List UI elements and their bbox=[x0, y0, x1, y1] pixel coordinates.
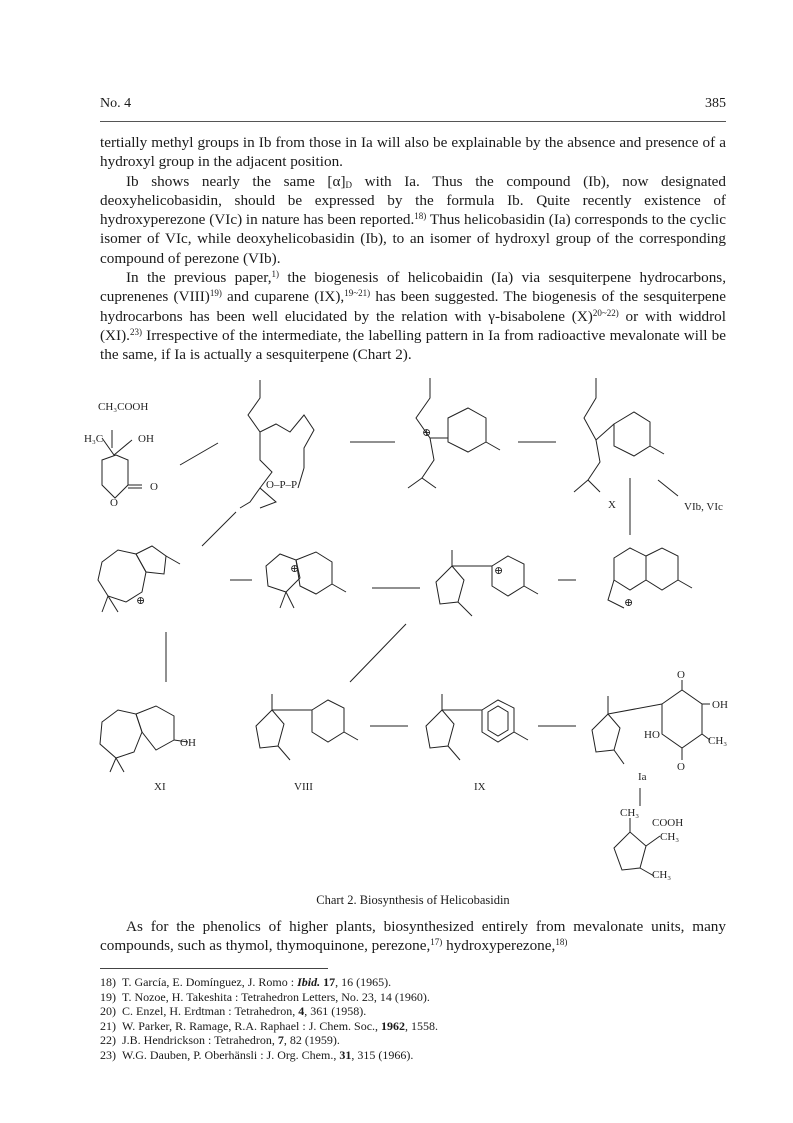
label-ch3-deg-3: CH₃ bbox=[652, 869, 672, 881]
label-xi: XI bbox=[154, 781, 166, 793]
paragraph-3 bbox=[100, 268, 726, 364]
paragraph-4 bbox=[100, 917, 726, 956]
footnote-item bbox=[100, 975, 726, 990]
text-run: As for the phenolics of higher plants, biosynthesized entirely from mevalonate units, many compounds, such as thymol, thymoquinone, perezone, bbox=[100, 918, 726, 955]
text-run: and cuparene (IX), bbox=[221, 288, 345, 306]
footnote-authors: W. Parker, R. Ramage, R.A. Raphael : bbox=[122, 1018, 309, 1033]
citation-superscript: 1) bbox=[271, 269, 280, 280]
footnote-number: 21) bbox=[100, 1018, 116, 1033]
scheme-labels bbox=[84, 401, 728, 881]
footnote-pages: , 16 (1965). bbox=[335, 975, 392, 989]
label-viii: VIII bbox=[294, 781, 313, 793]
cation-3-structure bbox=[436, 550, 538, 616]
label-opp: O–P–P bbox=[266, 479, 298, 491]
label-h3c: H₃C bbox=[84, 433, 104, 445]
cuparene-structure bbox=[426, 694, 528, 760]
label-cooh-deg: COOH bbox=[652, 817, 684, 829]
reaction-scheme bbox=[80, 360, 760, 890]
label-plus-2: ⊕ bbox=[136, 595, 146, 607]
citation-superscript: 20~22) bbox=[592, 307, 619, 318]
footnote-number: 18) bbox=[100, 975, 116, 989]
subscript: D bbox=[345, 179, 353, 190]
header-rule bbox=[100, 121, 726, 122]
page-number: 385 bbox=[705, 96, 726, 111]
label-plus-5: ⊕ bbox=[624, 597, 634, 609]
footnote-authors: C. Enzel, H. Erdtman : bbox=[122, 1004, 235, 1019]
body-text bbox=[100, 133, 726, 365]
text-run: the biogenesis of helicobaidin (Ia) via sesquiterpene hydrocarbons, cuprenenes (VIII) bbox=[100, 269, 726, 306]
body-text-2 bbox=[100, 917, 726, 956]
footnote-number: 20) bbox=[100, 1004, 116, 1019]
text-run: or with widdrol (XI). bbox=[100, 307, 726, 344]
text-run: with Ia. Thus the compound (Ib), now designated deoxyhelicobasidin, should be expressed by the formula Ib. Quite recently existence of hydroxyperezone (VIc) in nature has been reported. bbox=[100, 172, 727, 229]
footnote-number: 19) bbox=[100, 989, 116, 1004]
label-vib-vic: VIb, VIc bbox=[684, 501, 723, 513]
label-x: X bbox=[608, 499, 616, 511]
footnote-journal: Tetrahedron, bbox=[214, 1033, 278, 1048]
arrow-to-vib bbox=[658, 480, 678, 496]
label-o-1: O bbox=[150, 481, 158, 493]
footnote-volume: 17 bbox=[323, 975, 336, 989]
label-ho: HO bbox=[644, 729, 660, 741]
text-run: hydroxyperezone, bbox=[442, 937, 556, 955]
footnote-item bbox=[100, 990, 726, 1005]
footnote-item bbox=[100, 1004, 726, 1019]
footnote-item bbox=[100, 1033, 726, 1048]
text-run: Ib shows nearly the same [α] bbox=[126, 172, 346, 190]
footnote-rule bbox=[100, 968, 328, 969]
mevalonate-structure bbox=[102, 430, 142, 498]
footnote-pages: , 1558. bbox=[405, 1018, 439, 1033]
chart-caption: Chart 2. Biosynthesis of Helicobasidin bbox=[316, 893, 510, 907]
citation-superscript: 18) bbox=[414, 211, 427, 222]
page-header bbox=[100, 96, 726, 116]
citation-superscript: 19) bbox=[209, 288, 222, 299]
arrow-1 bbox=[180, 443, 218, 465]
label-oh-ia: OH bbox=[712, 699, 728, 711]
footnote-authors: T. García, E. Domínguez, J. Romo : bbox=[122, 975, 298, 989]
footnote-volume: 4 bbox=[298, 1004, 305, 1019]
citation-superscript: 17) bbox=[430, 937, 443, 948]
footnote-volume: 31 bbox=[339, 1047, 352, 1062]
footnote-journal: J. Org. Chem., bbox=[266, 1047, 340, 1062]
label-ch3-deg-2: CH₃ bbox=[660, 831, 680, 843]
text-run: In the previous paper, bbox=[126, 269, 272, 287]
footnote-number: 23) bbox=[100, 1047, 116, 1062]
label-o-ia-top: O bbox=[677, 669, 685, 681]
footnote-pages: , 361 (1958). bbox=[304, 1004, 367, 1019]
label-oh-1: OH bbox=[138, 433, 154, 445]
label-ia: Ia bbox=[638, 771, 647, 783]
footnote-authors: T. Nozoe, H. Takeshita : bbox=[122, 989, 242, 1004]
arrow-diag-1 bbox=[202, 512, 236, 546]
label-plus-1: ⊕ bbox=[422, 427, 432, 439]
cation-4-structure bbox=[608, 548, 692, 608]
label-o-2: O bbox=[110, 497, 118, 509]
arrow-diag-2 bbox=[350, 624, 406, 682]
footnote-number: 22) bbox=[100, 1033, 116, 1048]
widdrol-structure bbox=[100, 706, 188, 772]
footnote-journal: Ibid. bbox=[297, 975, 324, 989]
footnote-pages: , 315 (1966). bbox=[351, 1047, 414, 1062]
label-plus-3: ⊕ bbox=[290, 563, 300, 575]
text-run: has been suggested. The biogenesis of the sesquiterpene hydrocarbons has been well elucidated by the relation with γ-bisabolene (X) bbox=[100, 288, 727, 325]
paragraph-1: tertially methyl groups in Ib from those in Ia will also be explainable by the absence and presence of a hydroxyl group in the adjacent position. bbox=[100, 134, 726, 171]
paragraph-2 bbox=[100, 172, 726, 268]
label-ch3cooh: CH₃COOH bbox=[98, 401, 149, 413]
helicobasidin-structure bbox=[592, 680, 710, 764]
label-ch3-deg: CH₃ bbox=[620, 807, 640, 819]
footnote-volume: 7 bbox=[277, 1033, 284, 1048]
label-oh-xi: OH bbox=[180, 737, 196, 749]
text-run: Thus helicobasidin (Ia) corresponds to the cyclic isomer of VIc, while deoxyhelicobasidin (Ib), to an isomer of hydroxyl group of the corresponding compound of perezone (VIb). bbox=[100, 211, 726, 267]
label-ch3-ia: CH₃ bbox=[708, 735, 728, 747]
footnote-authors: W.G. Dauben, P. Oberhänsli : bbox=[122, 1047, 267, 1062]
footnote-volume: 1962 bbox=[381, 1018, 406, 1033]
chart-biosynthesis-scheme bbox=[80, 360, 760, 890]
label-plus-4: ⊕ bbox=[494, 565, 504, 577]
footnote-journal: Tetrahedron, bbox=[234, 1004, 299, 1019]
footnote-authors: J.B. Hendrickson : bbox=[122, 1033, 215, 1048]
cuprenene-structure bbox=[256, 694, 358, 760]
footnote-item bbox=[100, 1048, 726, 1063]
footnotes bbox=[100, 975, 726, 1063]
citation-superscript: 23) bbox=[129, 326, 142, 337]
citation-superscript: 18) bbox=[555, 937, 568, 948]
label-ix: IX bbox=[474, 781, 486, 793]
journal-issue: No. 4 bbox=[100, 96, 132, 111]
cation-2-structure bbox=[266, 552, 346, 608]
label-o-ia-bottom: O bbox=[677, 761, 685, 773]
citation-superscript: 19~21) bbox=[344, 288, 371, 299]
footnote-pages: , 82 (1959). bbox=[283, 1033, 340, 1048]
gamma-bisabolene-structure bbox=[574, 378, 664, 492]
footnote-journal: Tetrahedron Letters, No. 23, 14 (1960). bbox=[241, 989, 430, 1004]
footnote-journal: J. Chem. Soc., bbox=[308, 1018, 382, 1033]
footnote-item bbox=[100, 1019, 726, 1034]
text-run: Irrespective of the intermediate, the labelling pattern in Ia from radioactive mevalonate will be the same, if Ia is actually a sesquiterpene (Chart 2). bbox=[100, 326, 726, 364]
